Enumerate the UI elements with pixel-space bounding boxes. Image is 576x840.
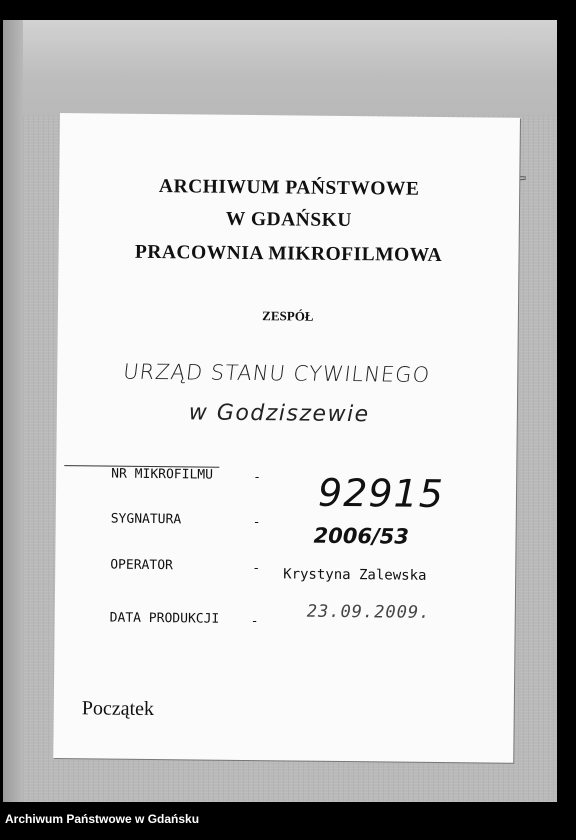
fond-name-line1: URZĄD STANU CYWILNEGO bbox=[121, 359, 432, 387]
signature-value: 2006/53 bbox=[313, 523, 410, 549]
department-heading: PRACOWNIA MIKROFILMOWA bbox=[134, 241, 443, 267]
signature-dash: - bbox=[252, 515, 261, 531]
production-date-value: 23.09.2009. bbox=[306, 601, 431, 623]
start-marker: Początek bbox=[81, 697, 155, 721]
operator-label: OPERATOR bbox=[110, 557, 173, 574]
operator-dash: - bbox=[252, 561, 261, 577]
microfilm-number-label: NR MIKROFILMU bbox=[111, 466, 214, 483]
production-date-dash: - bbox=[250, 614, 259, 630]
sheet-top-band bbox=[3, 20, 557, 115]
operator-value: Krystyna Zalewska bbox=[283, 566, 427, 584]
zespol-label: ZESPÓŁ bbox=[262, 308, 314, 324]
microfilm-title-card bbox=[53, 113, 520, 763]
signature-label: SYGNATURA bbox=[110, 511, 182, 528]
sheet-edge-shadow bbox=[3, 20, 23, 802]
fond-name-line2: w Godziszewie bbox=[188, 400, 370, 428]
footer-caption: Archiwum Państwowe w Gdańsku bbox=[5, 812, 200, 826]
microfilm-number-value: 92915 bbox=[317, 470, 445, 517]
production-date-label: DATA PRODUKCJI bbox=[109, 610, 220, 627]
microfilm-number-dash: - bbox=[253, 470, 262, 486]
archive-city-heading: W GDAŃSKU bbox=[225, 208, 353, 232]
archive-name-heading: ARCHIWUM PAŃSTWOWE bbox=[158, 176, 420, 200]
